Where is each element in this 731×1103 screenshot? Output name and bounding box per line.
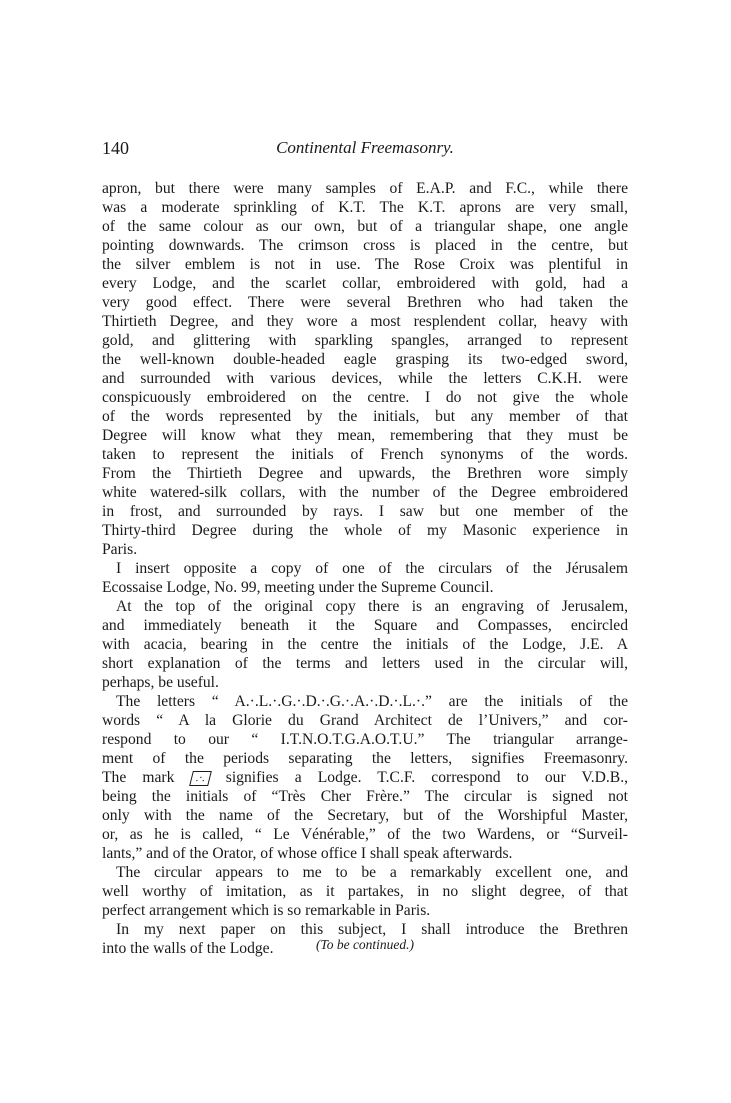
text-line: I insert opposite a copy of one of the circulars of the Jérusalem (116, 560, 628, 577)
text-line: ment of the periods separating the letters, signifies Freemasonry. (102, 750, 628, 767)
paragraph (102, 179, 628, 559)
paragraph (102, 597, 628, 692)
article-body (102, 179, 628, 958)
text-line: well worthy of imitation, as it partakes, in no slight degree, of that (102, 883, 628, 900)
text-line: being the initials of “Très Cher Frère.” The circular is signed not (102, 788, 628, 805)
text-line: white watered-silk collars, with the number of the Degree embroidered (102, 484, 628, 501)
text-line: was a moderate sprinkling of K.T. The K.T. aprons are very small, (102, 199, 628, 216)
text-line: apron, but there were many samples of E.A.P. and F.C., while there (102, 180, 628, 197)
text-line: Thirty-third Degree during the whole of my Masonic experience in (102, 522, 628, 539)
paragraph (102, 692, 628, 863)
text-line: perhaps, be useful. (102, 674, 219, 691)
text-line: taken to represent the initials of French synonyms of the words. (102, 446, 628, 463)
text-line: Thirtieth Degree, and they wore a most resplendent collar, heavy with (102, 313, 628, 330)
text-line: Degree will know what they mean, remembering that they must be (102, 427, 628, 444)
text-line: At the top of the original copy there is an engraving of Jerusalem, (116, 598, 628, 615)
paragraph (102, 559, 628, 597)
text-line: conspicuously embroidered on the centre. I do not give the whole (102, 389, 628, 406)
text-line: of the words represented by the initials, but any member of that (102, 408, 628, 425)
text-line: in frost, and surrounded by rays. I saw but one member of the (102, 503, 628, 520)
lodge-mark-symbol: .·. (189, 771, 212, 786)
text-line: words “ A la Glorie du Grand Architect de l’Univers,” and cor- (102, 712, 628, 729)
page-header (102, 138, 628, 164)
text-line: with acacia, bearing in the centre the initials of the Lodge, J.E. A (102, 636, 628, 653)
text-line: or, as he is called, “ Le Vénérable,” of the two Wardens, or “Surveil- (102, 826, 628, 843)
to-be-continued-note: (To be continued.) (315, 937, 415, 952)
text-line: into the walls of the Lodge. (102, 940, 274, 957)
text-line: From the Thirtieth Degree and upwards, the Brethren wore simply (102, 465, 628, 482)
text-line: The circular appears to me to be a remarkably excellent one, and (116, 864, 628, 881)
text-line: The letters “ A.·.L.·.G.·.D.·.G.·.A.·.D.·.L.·.” are the initials of the (116, 693, 628, 710)
text-line: Ecossaise Lodge, No. 99, meeting under the Supreme Council. (102, 579, 494, 596)
text-line: pointing downwards. The crimson cross is placed in the centre, but (102, 237, 628, 254)
text-line: short explanation of the terms and letters used in the circular will, (102, 655, 628, 672)
page-number: 140 (102, 138, 129, 158)
text-line: of the same colour as our own, but of a triangular shape, one angle (102, 218, 628, 235)
text-line: gold, and glittering with sparkling spangles, arranged to represent (102, 332, 628, 349)
mark-line-after: signifies a Lodge. T.C.F. correspond to our V.D.B., (225, 769, 628, 786)
text-line: perfect arrangement which is so remarkable in Paris. (102, 902, 431, 919)
text-line: the silver emblem is not in use. The Rose Croix was plentiful in (102, 256, 628, 273)
text-line: and immediately beneath it the Square and Compasses, encircled (102, 617, 628, 634)
text-line-with-lodge-mark (102, 768, 628, 787)
running-title: Continental Freemasonry. (276, 138, 454, 157)
text-line: and surrounded with various devices, while the letters C.K.H. were (102, 370, 628, 387)
text-line: the well-known double-headed eagle grasping its two-edged sword, (102, 351, 628, 368)
text-line: only with the name of the Secretary, but of the Worshipful Master, (102, 807, 628, 824)
text-line: Paris. (102, 541, 138, 558)
text-line: In my next paper on this subject, I shall introduce the Brethren (116, 921, 628, 938)
text-line: very good effect. There were several Brethren who had taken the (102, 294, 628, 311)
mark-line-before: The mark (102, 769, 175, 786)
text-line: lants,” and of the Orator, of whose office I shall speak afterwards. (102, 845, 513, 862)
text-line: every Lodge, and the scarlet collar, embroidered with gold, had a (102, 275, 628, 292)
text-line: respond to our “ I.T.N.O.T.G.A.O.T.U.” The triangular arrange- (102, 731, 628, 748)
paragraph (102, 863, 628, 920)
